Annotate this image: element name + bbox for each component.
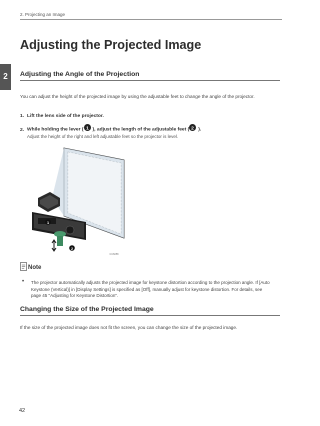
page-title: Adjusting the Projected Image: [20, 38, 202, 52]
callout-marker-2: [189, 124, 198, 133]
adjustable-foot: [57, 236, 63, 246]
step-text-after: ).: [198, 127, 202, 133]
step-2-description: Adjust the height of the right and left adjustable feet so the projector is level.: [27, 134, 179, 139]
illustration-code: CUS058: [109, 253, 119, 256]
header-rule: [20, 19, 282, 20]
note-label: Note: [28, 265, 42, 271]
step-2: [20, 124, 275, 133]
step-text: Lift the lens side of the projector.: [27, 114, 104, 119]
step-text-before: While holding the lever (: [27, 127, 84, 133]
illustration-callout-1-label: 1: [46, 221, 50, 225]
up-down-arrow-icon: [52, 240, 56, 251]
size-intro-text: If the size of the projected image does not fit the screen, you can change the size of the projected image.: [20, 325, 238, 330]
note-icon: [20, 262, 42, 271]
page-number: 42: [19, 408, 26, 414]
step-text-middle: ), adjust the length of the adjustable feet (: [92, 127, 190, 133]
illustration-callout-2-label: 2: [70, 247, 74, 251]
callout-marker-label: 1: [85, 126, 89, 131]
callout-marker-1: [84, 124, 93, 133]
step-number: 1.: [20, 114, 25, 119]
angle-intro-text: You can adjust the height of the projected image by using the adjustable feet to change the angle of the projector.: [20, 94, 255, 99]
section-heading-angle: Adjusting the Angle of the Projection: [20, 71, 280, 81]
section-heading-size: Changing the Size of the Projected Image: [20, 306, 280, 316]
step-1: [20, 114, 275, 119]
projector-illustration: [30, 142, 128, 258]
note-bullet: •: [22, 279, 25, 285]
note-item: The projector automatically adjusts the projected image for keystone distortion according to the projection angle. If [Auto Keystone (Vertical)] in [Display Settings] is specified as [Off], manually adjust for keystone distortion. For details, see page 45 "Adjusting for Keystone Distortion".: [31, 280, 270, 298]
callout-marker-label: 2: [191, 126, 195, 131]
step-number: 2.: [20, 127, 25, 133]
running-header: 2. Projecting an Image: [20, 12, 66, 17]
chapter-tab: 2: [0, 64, 11, 90]
